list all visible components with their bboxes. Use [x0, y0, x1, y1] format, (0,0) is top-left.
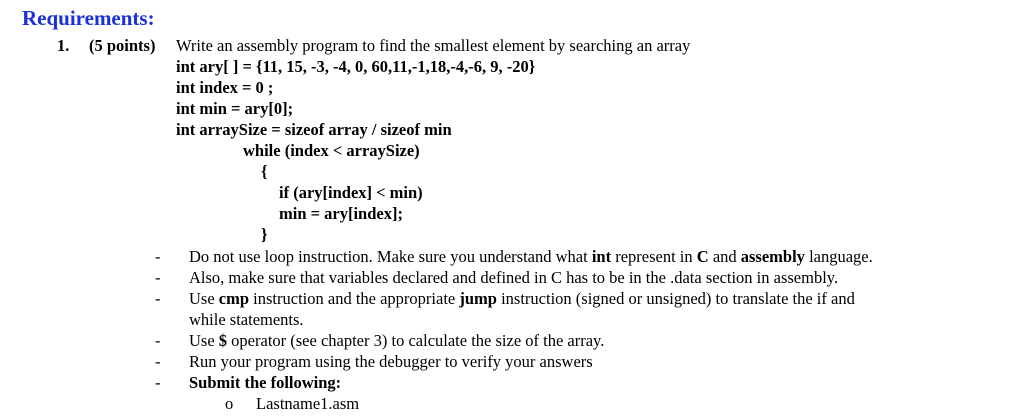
- question-text: Write an assembly program to find the smallest element by searching an array: [176, 36, 691, 55]
- code-line-open-brace: {: [261, 162, 268, 181]
- bullet-1: Do not use loop instruction. Make sure you understand what int represent in C and assembly language.: [189, 247, 873, 266]
- bullet-dash: -: [155, 331, 161, 350]
- bullet-dash: -: [155, 373, 161, 392]
- bullet-4: Use $ operator (see chapter 3) to calculate the size of the array.: [189, 331, 605, 350]
- bullet-3-continuation: while statements.: [189, 310, 304, 329]
- question-number: 1.: [57, 36, 70, 55]
- code-line-close-brace: }: [261, 225, 268, 244]
- bullet-2: Also, make sure that variables declared and defined in C has to be in the .data section in assembly.: [189, 268, 839, 287]
- code-line-array-decl: int ary[ ] = {11, 15, -3, -4, 0, 60,11,-1,18,-4,-6, 9, -20}: [176, 57, 536, 76]
- bullet-5: Run your program using the debugger to verify your answers: [189, 352, 593, 371]
- code-line-index-decl: int index = 0 ;: [176, 78, 274, 97]
- bullet-dash: -: [155, 289, 161, 308]
- code-line-min-assign: min = ary[index];: [279, 204, 403, 223]
- code-line-while: while (index < arraySize): [243, 141, 420, 160]
- requirements-heading: Requirements:: [22, 6, 155, 30]
- bullet-6: Submit the following:: [189, 373, 342, 392]
- code-line-if: if (ary[index] < min): [279, 183, 423, 202]
- bullet-3: Use cmp instruction and the appropriate jump instruction (signed or unsigned) to translate the if and: [189, 289, 855, 308]
- sub-bullet-filename: Lastname1.asm: [256, 394, 360, 413]
- sub-bullet-marker: o: [225, 394, 234, 413]
- bullet-dash: -: [155, 352, 161, 371]
- code-line-min-decl: int min = ary[0];: [176, 99, 294, 118]
- bullet-dash: -: [155, 247, 161, 266]
- question-points: (5 points): [89, 36, 156, 55]
- code-line-arraysize-decl: int arraySize = sizeof array / sizeof min: [176, 120, 452, 139]
- bullet-dash: -: [155, 268, 161, 287]
